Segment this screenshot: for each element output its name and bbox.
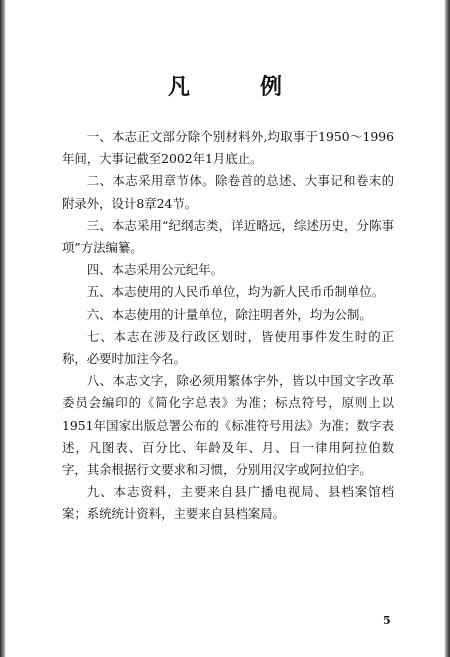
guideline-paragraph-2: 二、本志采用章节体。除卷首的总述、大事记和卷末的附录外，设计8章24节。 (62, 173, 394, 211)
guideline-paragraph-7: 七、本志在涉及行政区划时，皆使用事件发生时的正称，必要时加注今名。 (62, 328, 394, 367)
guideline-paragraph-9: 九、本志资料，主要来自县广播电视局、县档案馆档案；系统统计资料，主要来自县档案局。 (62, 484, 394, 522)
page-title: 凡 例 (167, 75, 306, 100)
guideline-paragraph-4: 四、本志采用公元纪年。 (86, 262, 224, 278)
guideline-paragraph-3: 三、本志采用“纪纲志类，详近略远，综述历史，分陈事项”方法编纂。 (62, 217, 394, 256)
guideline-paragraph-5: 五、本志使用的人民币单位，均为新人民币币制单位。 (86, 284, 385, 300)
guidelines-body (62, 126, 394, 526)
guideline-paragraph-8: 八、本志文字，除必须用繁体字外，皆以中国文字改革委员会编印的《简化字总表》为准；标点符号，原则上以1951年国家出版总署公布的《标准符号用法》为准；数字表述，凡图表、百分比、年龄及年、月、日一律用阿拉伯数字，其余根据行文要求和习惯，分别用汉字或阿拉伯字。 (62, 373, 394, 478)
page-number: 5 (383, 614, 391, 627)
guideline-paragraph-6: 六、本志使用的计量单位，除注明者外，均为公制。 (86, 306, 372, 322)
guideline-paragraph-1: 一、本志正文部分除个别材料外,均取事于1950～1996年间，大事记截至2002年1月底止。 (62, 129, 394, 167)
